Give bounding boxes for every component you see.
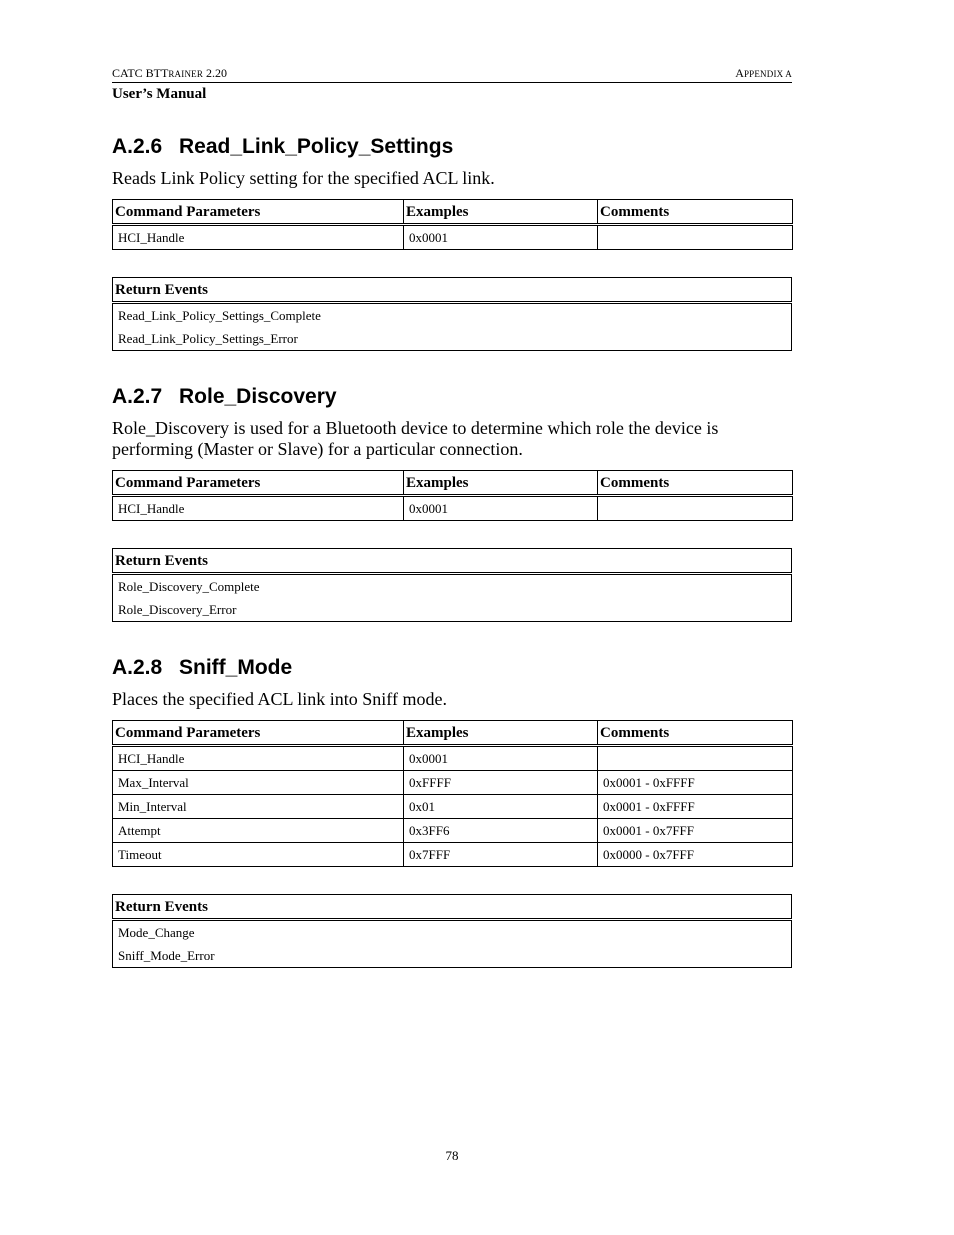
column-header: Return Events xyxy=(113,549,792,574)
column-header: Comments xyxy=(598,721,793,746)
column-header: Command Parameters xyxy=(113,471,404,496)
section-sniff-mode xyxy=(112,653,792,968)
table-row: Mode_Change xyxy=(113,920,792,945)
return-events-table xyxy=(112,894,792,968)
section-description: Places the specified ACL link into Sniff mode. xyxy=(112,689,447,709)
return-events-table xyxy=(112,548,792,622)
product-name: CATC BTTRAINER 2.20 xyxy=(112,66,228,80)
table-row: Max_Interval 0xFFFF 0x0001 - 0xFFFF xyxy=(113,771,793,795)
column-header: Return Events xyxy=(113,278,792,303)
section-read-link-policy-settings xyxy=(112,132,792,351)
return-events-table xyxy=(112,277,792,351)
table-row: HCI_Handle 0x0001 xyxy=(113,496,793,521)
page-number: 78 xyxy=(445,1148,459,1163)
column-header: Examples xyxy=(404,200,598,225)
column-header: Comments xyxy=(598,471,793,496)
table-row: HCI_Handle 0x0001 xyxy=(113,746,793,771)
column-header: Examples xyxy=(404,471,598,496)
table-header-row xyxy=(113,895,792,920)
appendix-label: APPENDIX A xyxy=(735,66,792,80)
column-header: Comments xyxy=(598,200,793,225)
manual-label: User’s Manual xyxy=(112,86,207,102)
column-header: Command Parameters xyxy=(113,200,404,225)
table-row: Read_Link_Policy_Settings_Error xyxy=(113,327,792,351)
section-heading: A.2.6 Read_Link_Policy_Settings xyxy=(112,135,454,158)
command-parameters-table xyxy=(112,199,793,250)
running-header xyxy=(112,66,792,83)
table-row: Attempt 0x3FF6 0x0001 - 0x7FFF xyxy=(113,819,793,843)
table-header-row xyxy=(113,278,792,303)
table-row: Timeout 0x7FFF 0x0000 - 0x7FFF xyxy=(113,843,793,867)
column-header: Return Events xyxy=(113,895,792,920)
table-header-row xyxy=(113,471,793,496)
column-header: Command Parameters xyxy=(113,721,404,746)
table-row: HCI_Handle 0x0001 xyxy=(113,225,793,250)
section-description: Role_Discovery is used for a Bluetooth device to determine which role the device is performing (Master or Slave) for a particular connection. xyxy=(112,418,719,459)
section-heading: A.2.7 Role_Discovery xyxy=(112,385,337,408)
table-header-row xyxy=(113,549,792,574)
table-row: Sniff_Mode_Error xyxy=(113,944,792,968)
command-parameters-table xyxy=(112,720,793,867)
table-row: Min_Interval 0x01 0x0001 - 0xFFFF xyxy=(113,795,793,819)
table-header-row xyxy=(113,721,793,746)
section-description: Reads Link Policy setting for the specified ACL link. xyxy=(112,168,495,188)
command-parameters-table xyxy=(112,470,793,521)
table-row: Role_Discovery_Complete xyxy=(113,574,792,599)
section-role-discovery xyxy=(112,382,792,622)
column-header: Examples xyxy=(404,721,598,746)
section-heading: A.2.8 Sniff_Mode xyxy=(112,656,293,679)
table-row: Read_Link_Policy_Settings_Complete xyxy=(113,303,792,328)
table-row: Role_Discovery_Error xyxy=(113,598,792,622)
table-header-row xyxy=(113,200,793,225)
